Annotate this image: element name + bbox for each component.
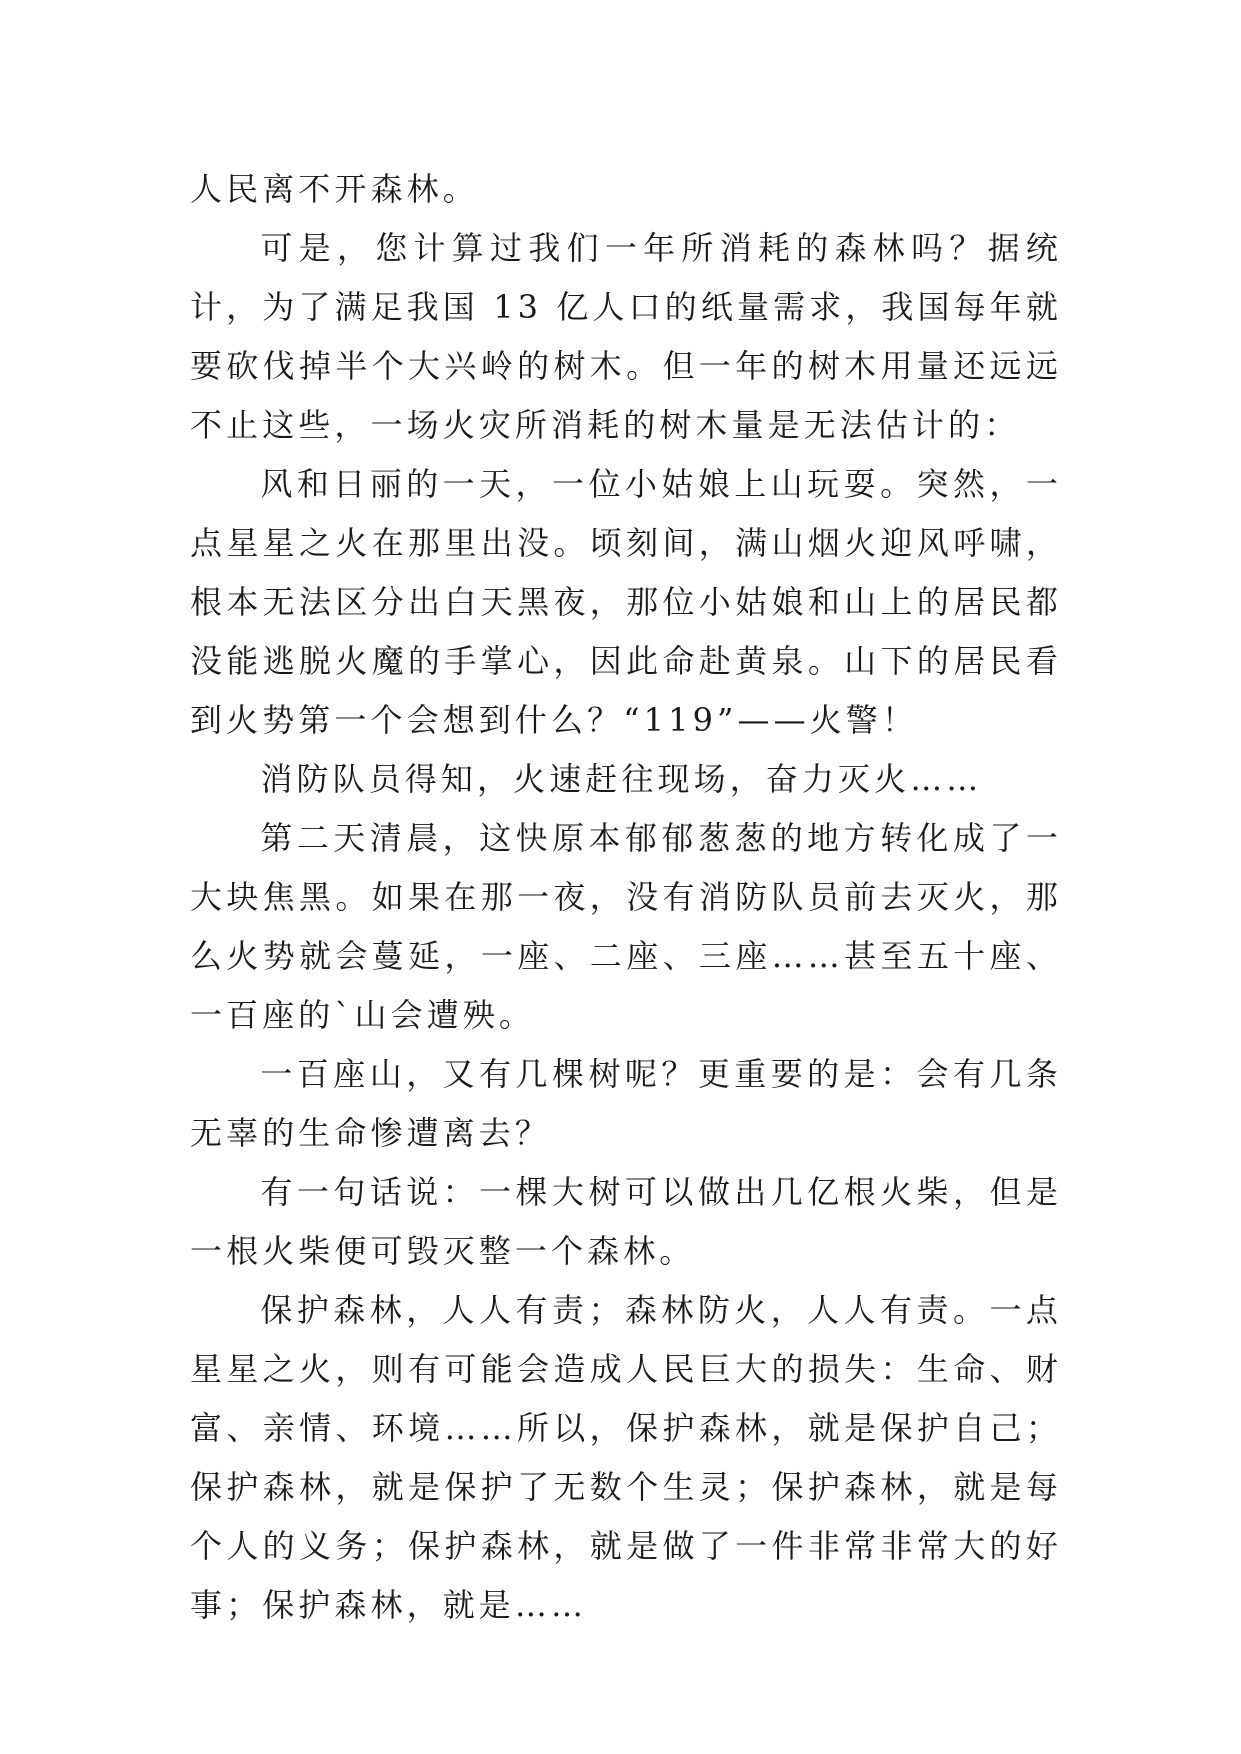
paragraph-7: 有一句话说：一棵大树可以做出几亿根火柴，但是一根火柴便可毁灭整一个森林。 [190, 1173, 1062, 1270]
paragraph-2: 可是，您计算过我们一年所消耗的森林吗？据统计，为了满足我国 13 亿人口的纸量需求，我国每年就要砍伐掉半个大兴岭的树木。但一年的树木用量还远远不止这些，一场火灾所消耗的树木量是无法估计的： [190, 229, 1062, 444]
paragraph-1: 人民离不开森林。 [190, 170, 479, 208]
paragraph-4: 消防队员得知，火速赶往现场，奋力灭火…… [260, 760, 983, 798]
paragraph-8: 保护森林，人人有责；森林防火，人人有责。一点星星之火，则有可能会造成人民巨大的损失：生命、财富、亲情、环境……所以，保护森林，就是保护自己；保护森林，就是保护了无数个生灵；保护森林，就是每个人的义务；保护森林，就是做了一件非常非常大的好事；保护森林，就是…… [190, 1291, 1062, 1624]
paragraph-6: 一百座山，又有几棵树呢？更重要的是：会有几条无辜的生命惨遭离去？ [190, 1055, 1062, 1152]
article-body [190, 160, 1062, 1635]
paragraph-5: 第二天清晨，这快原本郁郁葱葱的地方转化成了一大块焦黑。如果在那一夜，没有消防队员前去灭火，那么火势就会蔓延，一座、二座、三座……甚至五十座、一百座的`山会遭殃。 [190, 819, 1062, 1034]
paragraph-3: 风和日丽的一天，一位小姑娘上山玩耍。突然，一点星星之火在那里出没。顷刻间，满山烟火迎风呼啸，根本无法区分出白天黑夜，那位小姑娘和山上的居民都没能逃脱火魔的手掌心，因此命赴黄泉。山下的居民看到火势第一个会想到什么？“119”——火警！ [190, 465, 1062, 739]
